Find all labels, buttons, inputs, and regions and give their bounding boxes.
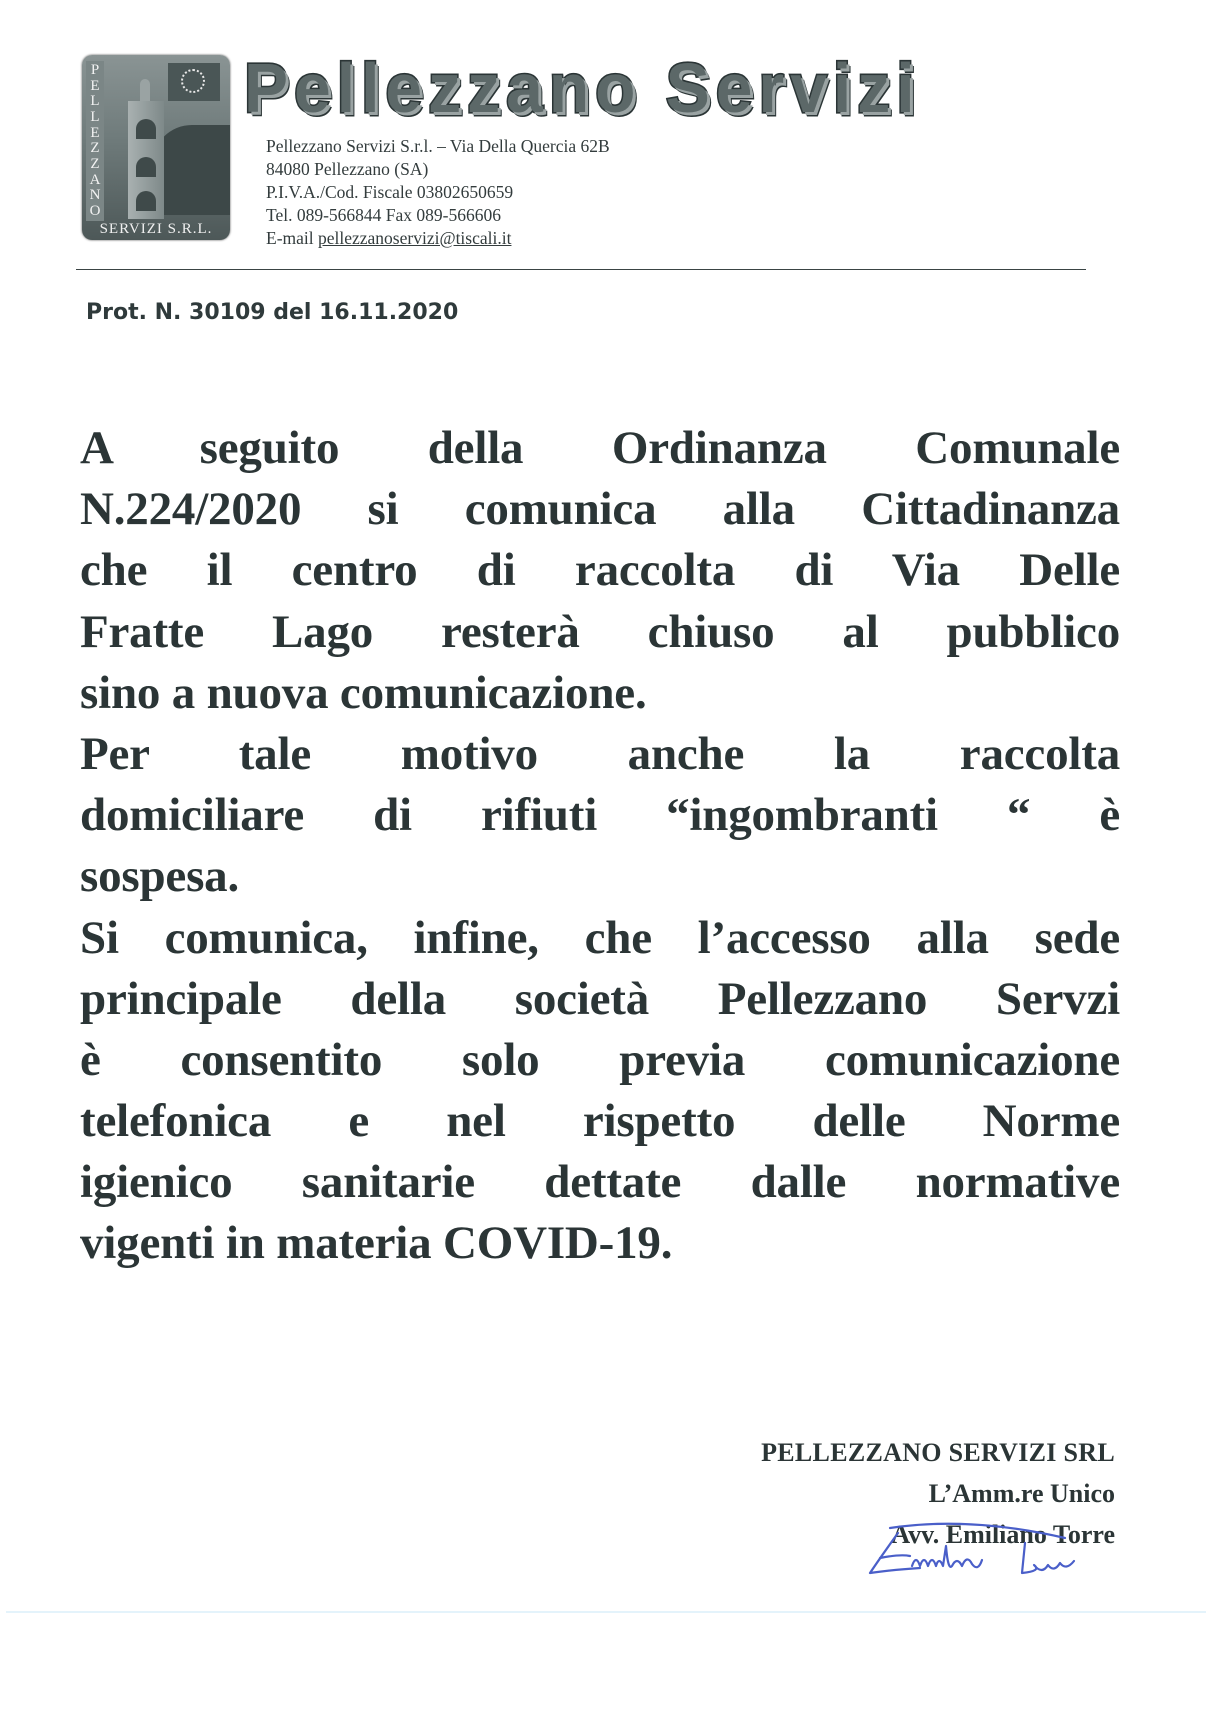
body-line: sino a nuova comunicazione. [80, 666, 647, 719]
address-block [266, 135, 610, 250]
company-logo [82, 55, 230, 240]
notice-body [80, 418, 1120, 1275]
body-line: igienico sanitarie dettate dalle normative [80, 1156, 1120, 1209]
body-line: Fratte Lago resterà chiuso al pubblico [80, 605, 1120, 658]
header-divider [76, 269, 1086, 270]
signature-name: Avv. Emiliano Torre [891, 1520, 1115, 1549]
brand-title: Pellezzano Servizi [244, 49, 921, 127]
body-line: A seguito della Ordinanza Comunale [80, 422, 1120, 474]
bell-tower-icon [122, 79, 170, 219]
logo-vertical-text: P E L L E Z Z A N O [86, 61, 104, 221]
logo-caption: SERVIZI S.R.L. [99, 221, 213, 237]
body-line: che il centro di raccolta di Via Delle [80, 544, 1120, 597]
email-link[interactable]: pellezzanoservizi@tiscali.it [318, 228, 512, 248]
body-line: Per tale motivo anche la raccolta [80, 727, 1120, 780]
address-line: 84080 Pellezzano (SA) [266, 159, 429, 179]
body-line: è consentito solo previa comunicazione [80, 1033, 1120, 1086]
signature-org: PELLEZZANO SERVIZI SRL [761, 1438, 1115, 1467]
handwritten-signature-icon [850, 1518, 1120, 1588]
eu-flag-icon [168, 63, 220, 101]
protocol-number: Prot. N. 30109 del 16.11.2020 [86, 300, 459, 325]
body-line: sospesa. [80, 850, 240, 903]
body-line: domiciliare di rifiuti “ingombranti “ è [80, 789, 1120, 842]
email-line: E-mail pellezzanoservizi@tiscali.it [266, 228, 512, 248]
body-line: vigenti in materia COVID-19. [80, 1217, 673, 1270]
body-line: principale della società Pellezzano Servzi [80, 972, 1120, 1025]
address-line: Pellezzano Servizi S.r.l. – Via Della Quercia 62B [266, 136, 610, 156]
body-line: N.224/2020 si comunica alla Cittadinanza [80, 483, 1120, 536]
body-line: Si comunica, infine, che l’accesso alla sede [80, 911, 1120, 964]
scan-artifact-line [6, 1611, 1206, 1613]
signature-role: L’Amm.re Unico [928, 1479, 1115, 1508]
body-line: telefonica e nel rispetto delle Norme [80, 1095, 1120, 1148]
address-line: P.I.V.A./Cod. Fiscale 03802650659 [266, 182, 514, 202]
address-line: Tel. 089-566844 Fax 089-566606 [266, 205, 502, 225]
